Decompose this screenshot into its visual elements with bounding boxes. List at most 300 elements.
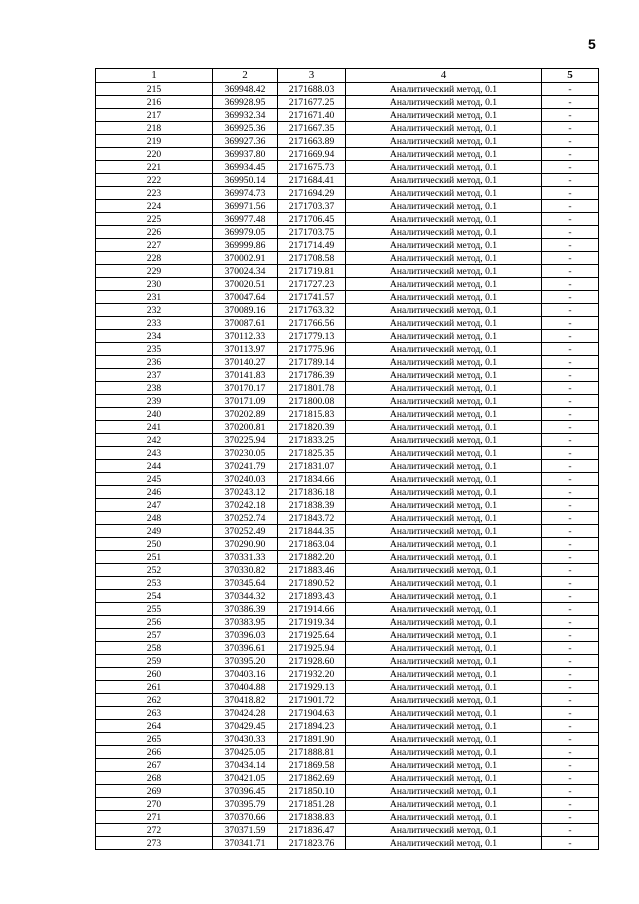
table-row bbox=[96, 356, 599, 369]
table-row bbox=[96, 213, 599, 226]
cell-point-number: 235 bbox=[96, 343, 213, 356]
cell-col5: - bbox=[542, 811, 599, 824]
cell-y: 2171815.83 bbox=[278, 408, 346, 421]
cell-col5: - bbox=[542, 148, 599, 161]
cell-col5: - bbox=[542, 564, 599, 577]
cell-x: 369999.86 bbox=[213, 239, 278, 252]
cell-x: 370113.97 bbox=[213, 343, 278, 356]
cell-method: Аналитический метод, 0.1 bbox=[346, 499, 542, 512]
cell-y: 2171786.39 bbox=[278, 369, 346, 382]
table-row bbox=[96, 109, 599, 122]
table-header-row bbox=[96, 69, 599, 83]
cell-method: Аналитический метод, 0.1 bbox=[346, 577, 542, 590]
cell-col5: - bbox=[542, 83, 599, 96]
column-header-point-number: 1 bbox=[96, 69, 213, 83]
cell-x: 370396.03 bbox=[213, 629, 278, 642]
cell-method: Аналитический метод, 0.1 bbox=[346, 135, 542, 148]
cell-method: Аналитический метод, 0.1 bbox=[346, 525, 542, 538]
cell-y: 2171677.25 bbox=[278, 96, 346, 109]
cell-point-number: 248 bbox=[96, 512, 213, 525]
cell-col5: - bbox=[542, 837, 599, 850]
table-row bbox=[96, 148, 599, 161]
cell-method: Аналитический метод, 0.1 bbox=[346, 265, 542, 278]
cell-method: Аналитический метод, 0.1 bbox=[346, 187, 542, 200]
cell-x: 370396.45 bbox=[213, 785, 278, 798]
table-row bbox=[96, 785, 599, 798]
cell-method: Аналитический метод, 0.1 bbox=[346, 330, 542, 343]
cell-y: 2171836.18 bbox=[278, 486, 346, 499]
table-row bbox=[96, 343, 599, 356]
cell-method: Аналитический метод, 0.1 bbox=[346, 447, 542, 460]
cell-y: 2171800.08 bbox=[278, 395, 346, 408]
cell-point-number: 261 bbox=[96, 681, 213, 694]
cell-point-number: 236 bbox=[96, 356, 213, 369]
cell-x: 370344.32 bbox=[213, 590, 278, 603]
cell-method: Аналитический метод, 0.1 bbox=[346, 551, 542, 564]
table-row bbox=[96, 590, 599, 603]
cell-x: 370002.91 bbox=[213, 252, 278, 265]
cell-y: 2171675.73 bbox=[278, 161, 346, 174]
cell-method: Аналитический метод, 0.1 bbox=[346, 200, 542, 213]
cell-point-number: 239 bbox=[96, 395, 213, 408]
cell-method: Аналитический метод, 0.1 bbox=[346, 629, 542, 642]
cell-col5: - bbox=[542, 681, 599, 694]
table-row bbox=[96, 421, 599, 434]
cell-method: Аналитический метод, 0.1 bbox=[346, 174, 542, 187]
cell-col5: - bbox=[542, 668, 599, 681]
cell-method: Аналитический метод, 0.1 bbox=[346, 785, 542, 798]
cell-point-number: 266 bbox=[96, 746, 213, 759]
cell-x: 369927.36 bbox=[213, 135, 278, 148]
cell-col5: - bbox=[542, 642, 599, 655]
cell-point-number: 247 bbox=[96, 499, 213, 512]
table-row bbox=[96, 200, 599, 213]
cell-method: Аналитический метод, 0.1 bbox=[346, 616, 542, 629]
cell-y: 2171925.94 bbox=[278, 642, 346, 655]
cell-method: Аналитический метод, 0.1 bbox=[346, 668, 542, 681]
cell-y: 2171925.64 bbox=[278, 629, 346, 642]
cell-method: Аналитический метод, 0.1 bbox=[346, 655, 542, 668]
cell-y: 2171929.13 bbox=[278, 681, 346, 694]
cell-x: 369928.95 bbox=[213, 96, 278, 109]
table-row bbox=[96, 304, 599, 317]
cell-y: 2171863.04 bbox=[278, 538, 346, 551]
cell-col5: - bbox=[542, 772, 599, 785]
cell-method: Аналитический метод, 0.1 bbox=[346, 109, 542, 122]
cell-method: Аналитический метод, 0.1 bbox=[346, 369, 542, 382]
cell-point-number: 270 bbox=[96, 798, 213, 811]
cell-y: 2171901.72 bbox=[278, 694, 346, 707]
table-row bbox=[96, 408, 599, 421]
page-number: 5 bbox=[588, 36, 596, 52]
cell-y: 2171671.40 bbox=[278, 109, 346, 122]
cell-y: 2171850.10 bbox=[278, 785, 346, 798]
cell-y: 2171714.49 bbox=[278, 239, 346, 252]
cell-col5: - bbox=[542, 382, 599, 395]
cell-method: Аналитический метод, 0.1 bbox=[346, 460, 542, 473]
cell-x: 370225.94 bbox=[213, 434, 278, 447]
cell-x: 369934.45 bbox=[213, 161, 278, 174]
cell-method: Аналитический метод, 0.1 bbox=[346, 122, 542, 135]
cell-method: Аналитический метод, 0.1 bbox=[346, 291, 542, 304]
cell-point-number: 224 bbox=[96, 200, 213, 213]
table-row bbox=[96, 564, 599, 577]
cell-point-number: 268 bbox=[96, 772, 213, 785]
cell-y: 2171703.75 bbox=[278, 226, 346, 239]
table-row bbox=[96, 317, 599, 330]
cell-x: 370421.05 bbox=[213, 772, 278, 785]
cell-method: Аналитический метод, 0.1 bbox=[346, 707, 542, 720]
cell-method: Аналитический метод, 0.1 bbox=[346, 408, 542, 421]
cell-point-number: 259 bbox=[96, 655, 213, 668]
cell-y: 2171825.35 bbox=[278, 447, 346, 460]
cell-x: 370345.64 bbox=[213, 577, 278, 590]
cell-point-number: 250 bbox=[96, 538, 213, 551]
table-row bbox=[96, 733, 599, 746]
cell-col5: - bbox=[542, 694, 599, 707]
cell-method: Аналитический метод, 0.1 bbox=[346, 642, 542, 655]
cell-x: 370243.12 bbox=[213, 486, 278, 499]
cell-point-number: 269 bbox=[96, 785, 213, 798]
cell-col5: - bbox=[542, 369, 599, 382]
cell-point-number: 257 bbox=[96, 629, 213, 642]
table-row bbox=[96, 499, 599, 512]
table-row bbox=[96, 187, 599, 200]
cell-col5: - bbox=[542, 785, 599, 798]
table-row bbox=[96, 642, 599, 655]
cell-point-number: 218 bbox=[96, 122, 213, 135]
cell-col5: - bbox=[542, 265, 599, 278]
cell-method: Аналитический метод, 0.1 bbox=[346, 473, 542, 486]
cell-point-number: 263 bbox=[96, 707, 213, 720]
cell-col5: - bbox=[542, 239, 599, 252]
cell-col5: - bbox=[542, 356, 599, 369]
cell-point-number: 233 bbox=[96, 317, 213, 330]
cell-point-number: 262 bbox=[96, 694, 213, 707]
cell-x: 369977.48 bbox=[213, 213, 278, 226]
cell-point-number: 229 bbox=[96, 265, 213, 278]
cell-method: Аналитический метод, 0.1 bbox=[346, 733, 542, 746]
cell-col5: - bbox=[542, 655, 599, 668]
cell-method: Аналитический метод, 0.1 bbox=[346, 278, 542, 291]
cell-x: 370089.16 bbox=[213, 304, 278, 317]
cell-x: 370430.33 bbox=[213, 733, 278, 746]
table-row bbox=[96, 369, 599, 382]
cell-x: 370429.45 bbox=[213, 720, 278, 733]
table-row bbox=[96, 720, 599, 733]
cell-y: 2171904.63 bbox=[278, 707, 346, 720]
cell-y: 2171919.34 bbox=[278, 616, 346, 629]
cell-col5: - bbox=[542, 551, 599, 564]
coordinates-table bbox=[95, 68, 599, 850]
cell-y: 2171719.81 bbox=[278, 265, 346, 278]
cell-col5: - bbox=[542, 525, 599, 538]
cell-point-number: 244 bbox=[96, 460, 213, 473]
cell-col5: - bbox=[542, 395, 599, 408]
cell-point-number: 265 bbox=[96, 733, 213, 746]
cell-x: 370202.89 bbox=[213, 408, 278, 421]
cell-y: 2171667.35 bbox=[278, 122, 346, 135]
cell-point-number: 253 bbox=[96, 577, 213, 590]
table-row bbox=[96, 174, 599, 187]
cell-x: 370386.39 bbox=[213, 603, 278, 616]
cell-col5: - bbox=[542, 122, 599, 135]
cell-x: 370240.03 bbox=[213, 473, 278, 486]
cell-method: Аналитический метод, 0.1 bbox=[346, 252, 542, 265]
cell-y: 2171914.66 bbox=[278, 603, 346, 616]
cell-y: 2171862.69 bbox=[278, 772, 346, 785]
table-row bbox=[96, 551, 599, 564]
cell-x: 369974.73 bbox=[213, 187, 278, 200]
cell-col5: - bbox=[542, 317, 599, 330]
cell-col5: - bbox=[542, 421, 599, 434]
cell-col5: - bbox=[542, 96, 599, 109]
cell-y: 2171834.66 bbox=[278, 473, 346, 486]
cell-point-number: 254 bbox=[96, 590, 213, 603]
cell-y: 2171891.90 bbox=[278, 733, 346, 746]
table-row bbox=[96, 577, 599, 590]
cell-x: 370434.14 bbox=[213, 759, 278, 772]
column-header-5: 5 bbox=[542, 69, 599, 83]
cell-point-number: 243 bbox=[96, 447, 213, 460]
table-row bbox=[96, 798, 599, 811]
cell-x: 370024.34 bbox=[213, 265, 278, 278]
table-row bbox=[96, 226, 599, 239]
cell-point-number: 256 bbox=[96, 616, 213, 629]
cell-y: 2171833.25 bbox=[278, 434, 346, 447]
cell-x: 370241.79 bbox=[213, 460, 278, 473]
cell-y: 2171694.29 bbox=[278, 187, 346, 200]
cell-col5: - bbox=[542, 174, 599, 187]
table-row bbox=[96, 668, 599, 681]
cell-y: 2171843.72 bbox=[278, 512, 346, 525]
cell-x: 370371.59 bbox=[213, 824, 278, 837]
cell-x: 370424.28 bbox=[213, 707, 278, 720]
cell-point-number: 246 bbox=[96, 486, 213, 499]
cell-col5: - bbox=[542, 135, 599, 148]
cell-x: 370383.95 bbox=[213, 616, 278, 629]
cell-method: Аналитический метод, 0.1 bbox=[346, 382, 542, 395]
cell-col5: - bbox=[542, 577, 599, 590]
cell-method: Аналитический метод, 0.1 bbox=[346, 239, 542, 252]
cell-x: 370230.05 bbox=[213, 447, 278, 460]
cell-point-number: 219 bbox=[96, 135, 213, 148]
cell-y: 2171779.13 bbox=[278, 330, 346, 343]
cell-point-number: 225 bbox=[96, 213, 213, 226]
cell-col5: - bbox=[542, 824, 599, 837]
table-row bbox=[96, 837, 599, 850]
cell-y: 2171888.81 bbox=[278, 746, 346, 759]
cell-x: 370252.74 bbox=[213, 512, 278, 525]
table-row bbox=[96, 330, 599, 343]
cell-col5: - bbox=[542, 733, 599, 746]
table-row bbox=[96, 161, 599, 174]
cell-y: 2171882.20 bbox=[278, 551, 346, 564]
cell-col5: - bbox=[542, 616, 599, 629]
cell-point-number: 216 bbox=[96, 96, 213, 109]
cell-method: Аналитический метод, 0.1 bbox=[346, 161, 542, 174]
cell-y: 2171727.23 bbox=[278, 278, 346, 291]
cell-method: Аналитический метод, 0.1 bbox=[346, 694, 542, 707]
cell-x: 370404.88 bbox=[213, 681, 278, 694]
cell-col5: - bbox=[542, 447, 599, 460]
table-row bbox=[96, 655, 599, 668]
table-row bbox=[96, 707, 599, 720]
cell-method: Аналитический метод, 0.1 bbox=[346, 317, 542, 330]
cell-col5: - bbox=[542, 707, 599, 720]
cell-point-number: 267 bbox=[96, 759, 213, 772]
cell-col5: - bbox=[542, 278, 599, 291]
cell-y: 2171838.39 bbox=[278, 499, 346, 512]
cell-y: 2171706.45 bbox=[278, 213, 346, 226]
cell-point-number: 215 bbox=[96, 83, 213, 96]
cell-point-number: 272 bbox=[96, 824, 213, 837]
cell-point-number: 231 bbox=[96, 291, 213, 304]
table-row bbox=[96, 460, 599, 473]
cell-col5: - bbox=[542, 330, 599, 343]
cell-col5: - bbox=[542, 798, 599, 811]
cell-point-number: 241 bbox=[96, 421, 213, 434]
cell-y: 2171823.76 bbox=[278, 837, 346, 850]
cell-col5: - bbox=[542, 109, 599, 122]
cell-x: 370242.18 bbox=[213, 499, 278, 512]
cell-point-number: 245 bbox=[96, 473, 213, 486]
cell-method: Аналитический метод, 0.1 bbox=[346, 486, 542, 499]
cell-x: 369950.14 bbox=[213, 174, 278, 187]
cell-method: Аналитический метод, 0.1 bbox=[346, 798, 542, 811]
cell-method: Аналитический метод, 0.1 bbox=[346, 343, 542, 356]
cell-y: 2171838.83 bbox=[278, 811, 346, 824]
table-row bbox=[96, 96, 599, 109]
table-row bbox=[96, 291, 599, 304]
cell-method: Аналитический метод, 0.1 bbox=[346, 746, 542, 759]
cell-method: Аналитический метод, 0.1 bbox=[346, 811, 542, 824]
cell-point-number: 242 bbox=[96, 434, 213, 447]
cell-x: 370200.81 bbox=[213, 421, 278, 434]
cell-method: Аналитический метод, 0.1 bbox=[346, 759, 542, 772]
cell-x: 370396.61 bbox=[213, 642, 278, 655]
cell-y: 2171836.47 bbox=[278, 824, 346, 837]
cell-point-number: 217 bbox=[96, 109, 213, 122]
cell-x: 370330.82 bbox=[213, 564, 278, 577]
cell-method: Аналитический метод, 0.1 bbox=[346, 603, 542, 616]
cell-point-number: 220 bbox=[96, 148, 213, 161]
cell-point-number: 258 bbox=[96, 642, 213, 655]
cell-point-number: 221 bbox=[96, 161, 213, 174]
cell-point-number: 226 bbox=[96, 226, 213, 239]
cell-method: Аналитический метод, 0.1 bbox=[346, 590, 542, 603]
cell-y: 2171703.37 bbox=[278, 200, 346, 213]
cell-point-number: 238 bbox=[96, 382, 213, 395]
cell-point-number: 228 bbox=[96, 252, 213, 265]
cell-x: 370395.79 bbox=[213, 798, 278, 811]
table-row bbox=[96, 746, 599, 759]
cell-x: 370171.09 bbox=[213, 395, 278, 408]
cell-method: Аналитический метод, 0.1 bbox=[346, 226, 542, 239]
cell-y: 2171663.89 bbox=[278, 135, 346, 148]
cell-col5: - bbox=[542, 629, 599, 642]
table-row bbox=[96, 434, 599, 447]
cell-col5: - bbox=[542, 603, 599, 616]
cell-x: 370425.05 bbox=[213, 746, 278, 759]
cell-y: 2171894.23 bbox=[278, 720, 346, 733]
cell-y: 2171775.96 bbox=[278, 343, 346, 356]
cell-method: Аналитический метод, 0.1 bbox=[346, 421, 542, 434]
cell-method: Аналитический метод, 0.1 bbox=[346, 148, 542, 161]
cell-x: 370418.82 bbox=[213, 694, 278, 707]
cell-point-number: 271 bbox=[96, 811, 213, 824]
cell-point-number: 251 bbox=[96, 551, 213, 564]
cell-y: 2171831.07 bbox=[278, 460, 346, 473]
cell-point-number: 264 bbox=[96, 720, 213, 733]
cell-col5: - bbox=[542, 252, 599, 265]
cell-x: 370141.83 bbox=[213, 369, 278, 382]
cell-x: 369925.36 bbox=[213, 122, 278, 135]
column-header-x: 2 bbox=[213, 69, 278, 83]
cell-y: 2171844.35 bbox=[278, 525, 346, 538]
cell-col5: - bbox=[542, 759, 599, 772]
cell-col5: - bbox=[542, 486, 599, 499]
table-row bbox=[96, 395, 599, 408]
cell-x: 369971.56 bbox=[213, 200, 278, 213]
cell-x: 370140.27 bbox=[213, 356, 278, 369]
cell-y: 2171928.60 bbox=[278, 655, 346, 668]
table-row bbox=[96, 83, 599, 96]
cell-y: 2171789.14 bbox=[278, 356, 346, 369]
cell-col5: - bbox=[542, 213, 599, 226]
cell-y: 2171684.41 bbox=[278, 174, 346, 187]
table-row bbox=[96, 811, 599, 824]
cell-point-number: 237 bbox=[96, 369, 213, 382]
cell-method: Аналитический метод, 0.1 bbox=[346, 213, 542, 226]
table-row bbox=[96, 603, 599, 616]
cell-col5: - bbox=[542, 434, 599, 447]
table-row bbox=[96, 512, 599, 525]
cell-y: 2171851.28 bbox=[278, 798, 346, 811]
cell-point-number: 227 bbox=[96, 239, 213, 252]
cell-col5: - bbox=[542, 538, 599, 551]
table-row bbox=[96, 382, 599, 395]
cell-col5: - bbox=[542, 473, 599, 486]
table-row bbox=[96, 265, 599, 278]
cell-y: 2171893.43 bbox=[278, 590, 346, 603]
cell-point-number: 234 bbox=[96, 330, 213, 343]
table-row bbox=[96, 629, 599, 642]
cell-method: Аналитический метод, 0.1 bbox=[346, 96, 542, 109]
cell-x: 370047.64 bbox=[213, 291, 278, 304]
cell-method: Аналитический метод, 0.1 bbox=[346, 564, 542, 577]
cell-y: 2171890.52 bbox=[278, 577, 346, 590]
cell-method: Аналитический метод, 0.1 bbox=[346, 837, 542, 850]
cell-point-number: 240 bbox=[96, 408, 213, 421]
cell-point-number: 252 bbox=[96, 564, 213, 577]
cell-point-number: 222 bbox=[96, 174, 213, 187]
cell-x: 370112.33 bbox=[213, 330, 278, 343]
table-row bbox=[96, 694, 599, 707]
cell-y: 2171688.03 bbox=[278, 83, 346, 96]
column-header-method: 4 bbox=[346, 69, 542, 83]
cell-x: 369937.80 bbox=[213, 148, 278, 161]
cell-col5: - bbox=[542, 304, 599, 317]
cell-col5: - bbox=[542, 291, 599, 304]
cell-method: Аналитический метод, 0.1 bbox=[346, 772, 542, 785]
cell-x: 370403.16 bbox=[213, 668, 278, 681]
cell-x: 370020.51 bbox=[213, 278, 278, 291]
table-row bbox=[96, 486, 599, 499]
cell-point-number: 249 bbox=[96, 525, 213, 538]
cell-col5: - bbox=[542, 746, 599, 759]
table-body bbox=[96, 83, 599, 850]
